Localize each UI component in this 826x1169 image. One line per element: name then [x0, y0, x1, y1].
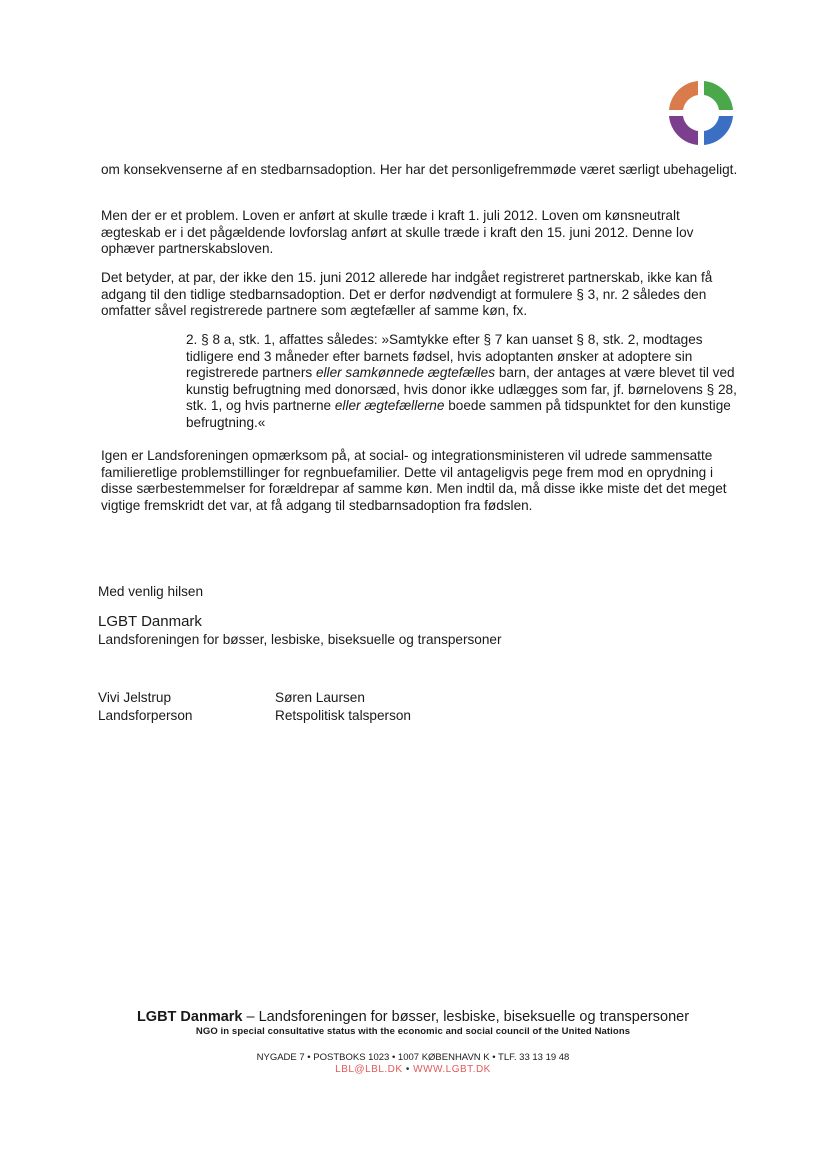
paragraph-1: om konsekvenserne af en stedbarnsadoption. Her har det personligefremmøde været særligt ubehageligt.	[101, 162, 738, 177]
signatory-title: Retspolitisk talsperson	[275, 708, 411, 723]
paragraph-4: Igen er Landsforeningen opmærksom på, at social- og integrationsministeren vil udrede sammensatte familieretlige problemstillinger for regnbuefamilier. Dette vil antageligvis pege frem mod en oprydning i disse særbestemmelser for forældrepar af samme køn. Men indtil da, må disse ikke miste det det meget vigtige fremskridt det var, at få adgang til stedbarnsadoption fra fødslen.	[101, 448, 727, 513]
logo-segment-purple	[669, 116, 698, 145]
signatory-2	[275, 689, 411, 725]
signature-org-description: Landsforeningen for bøsser, lesbiske, biseksuelle og transpersoner	[98, 632, 502, 647]
quote-italic-2: eller ægtefællerne	[334, 398, 445, 413]
logo-segment-blue	[704, 116, 733, 145]
footer-ngo-status: NGO in special consultative status with the economic and social council of the United Nations	[195, 1026, 631, 1037]
footer-web-link[interactable]: WWW.LGBT.DK	[413, 1064, 491, 1075]
footer-contact	[0, 1064, 826, 1075]
quote-text-2: barn, der antages at være blevet til ved kunstig befrugtning med donorsæd, hvis donor ikke udlægges som far, jf. børnelovens § 28, stk. 1, og hvis partnerne	[186, 365, 737, 413]
footer-separator: •	[402, 1064, 414, 1075]
quote-text-3: boede sammen på tidspunktet for den kunstige befrugtning.«	[186, 398, 731, 430]
footer-org-line	[0, 1009, 826, 1025]
closing-greeting: Med venlig hilsen	[98, 584, 204, 599]
signature-org-name: LGBT Danmark	[98, 613, 202, 630]
footer-email-link[interactable]: LBL@LBL.DK	[335, 1064, 403, 1075]
logo-segment-green	[704, 81, 733, 110]
paragraph-3: Det betyder, at par, der ikke den 15. juni 2012 allerede har indgået registreret partnerskab, ikke kan få adgang til den tidlige stedbarnsadoption. Det er derfor nødvendigt at formulere § 3, nr. 2 således den omfatter såvel registrerede partnere som ægtefæller af samme køn, fx.	[101, 270, 713, 318]
quote-italic-1: eller samkønnede ægtefælles	[315, 365, 496, 380]
signatory-title: Landsforperson	[98, 708, 193, 723]
footer-org-rest: – Landsforeningen for bøsser, lesbiske, biseksuelle og transpersoner	[242, 1009, 690, 1025]
signatory-1	[98, 689, 192, 725]
signatory-name: Søren Laursen	[275, 690, 365, 705]
paragraph-2: Men der er et problem. Loven er anført at skulle træde i kraft 1. juli 2012. Loven om kønsneutralt ægteskab er i det pågældende lovforslag anført at skulle træde i kraft den 15. juni 2012. Denne lov ophæver partnerskabsloven.	[101, 208, 694, 256]
signatory-name: Vivi Jelstrup	[98, 690, 172, 705]
logo-segment-orange	[669, 81, 698, 110]
quote-text-1: 2. § 8 a, stk. 1, affattes således: »Samtykke efter § 7 kan uanset § 8, stk. 2, modtages tidligere end 3 måneder efter barnets fødsel, hvis adoptanten ønsker at adoptere sin registrerede partners	[186, 332, 703, 380]
law-amendment-quote	[186, 332, 741, 431]
footer-org-bold: LGBT Danmark	[136, 1009, 243, 1025]
lgbt-logo	[667, 79, 735, 147]
footer-address: NYGADE 7 • POSTBOKS 1023 • 1007 KØBENHAVN K • TLF. 33 13 19 48	[256, 1052, 570, 1063]
